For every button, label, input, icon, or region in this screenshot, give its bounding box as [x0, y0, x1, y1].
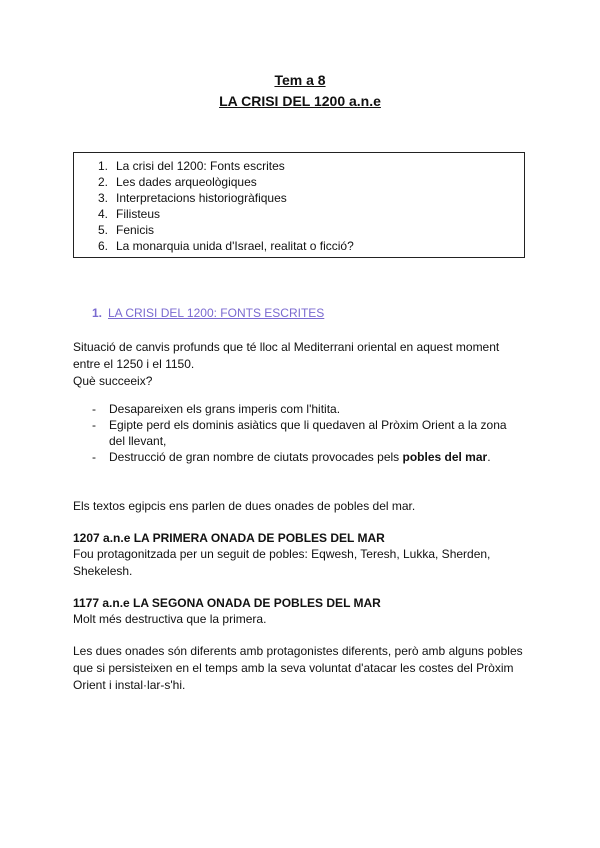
table-of-contents [73, 152, 525, 258]
list-item-text: Destrucció de gran nombre de ciutats provocades pels pobles del mar. [109, 450, 491, 464]
toc-item-label: Fenicis [116, 223, 155, 237]
toc-item-label: La monarquia unida d'Israel, realitat o ficció? [116, 239, 354, 253]
toc-item: 2. Les dades arqueològiques [98, 175, 257, 189]
toc-item-label: Interpretacions historiogràfiques [116, 191, 287, 205]
wave2-heading: 1177 a.n.e LA SEGONA ONADA DE POBLES DEL MAR [73, 596, 381, 610]
conclusion-paragraph: Les dues onades són diferents amb protagonistes diferents, però amb alguns pobles que si persisteixen en el temps amb la seva voluntat d'atacar les costes del Pròxim Orient i instal·lar-s'hi. [73, 644, 523, 692]
wave1-paragraph: Fou protagonitzada per un seguit de pobles: Eqwesh, Teresh, Lukka, Sherden, Shekelesh. [73, 547, 491, 578]
intro-line: entre el 1250 i el 1150. [73, 357, 195, 371]
intro-line: Situació de canvis profunds que té lloc al Mediterrani oriental en aquest moment [73, 340, 500, 354]
section-heading [92, 306, 324, 320]
page-title-line1: Tem a 8 [274, 72, 326, 88]
list-item-text: Desapareixen els grans imperis com l'hitita. [109, 402, 341, 416]
toc-item: 6. La monarquia unida d'Israel, realitat o ficció? [98, 239, 354, 253]
question-line: Què succeeix? [73, 374, 153, 388]
intro-paragraph [73, 339, 533, 390]
list-item: - Desapareixen els grans imperis com l'hitita. [92, 401, 522, 417]
bullet-list [92, 401, 522, 465]
toc-item-label: La crisi del 1200: Fonts escrites [116, 159, 285, 173]
list-item: - Destrucció de gran nombre de ciutats provocades pels pobles del mar. [92, 449, 522, 465]
toc-item: 1. La crisi del 1200: Fonts escrites [98, 159, 285, 173]
toc-item: 5. Fenicis [98, 223, 155, 237]
emphasis-text: pobles del mar [402, 450, 488, 464]
page-title-line2: LA CRISI DEL 1200 a.n.e [219, 93, 381, 109]
toc-item: 4. Filisteus [98, 207, 161, 221]
section-title: LA CRISI DEL 1200: FONTS ESCRITES [108, 306, 325, 320]
wave2-paragraph: Molt més destructiva que la primera. [73, 612, 267, 626]
wave1-heading: 1207 a.n.e LA PRIMERA ONADA DE POBLES DEL MAR [73, 531, 385, 545]
toc-item-label: Les dades arqueològiques [116, 175, 257, 189]
egypt-texts-paragraph: Els textos egipcis ens parlen de dues onades de pobles del mar. [73, 499, 416, 513]
list-item: - Egipte perd els dominis asiàtics que li quedaven al Pròxim Orient a la zona del llevant, [92, 417, 522, 449]
toc-item-label: Filisteus [116, 207, 161, 221]
list-item-text: Egipte perd els dominis asiàtics que li quedaven al Pròxim Orient a la zona del llevant, [109, 418, 507, 448]
section-number: 1. [92, 306, 103, 320]
toc-item: 3. Interpretacions historiogràfiques [98, 191, 287, 205]
